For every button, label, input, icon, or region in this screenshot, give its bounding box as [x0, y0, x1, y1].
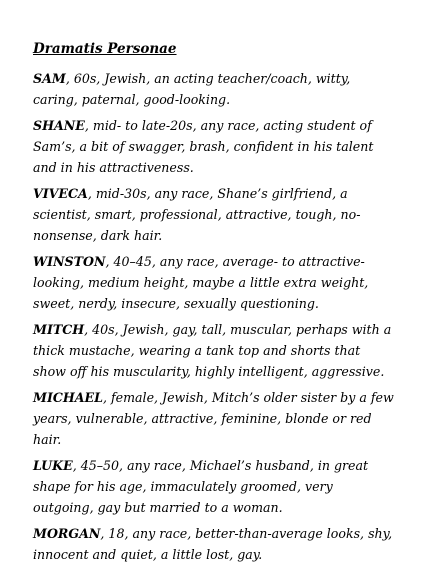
character-description: , female, Jewish, Mitch’s older sister by a few years, vulnerable, attractive, feminine, blonde or red hair. [33, 390, 394, 447]
character-entry-viveca [33, 183, 395, 246]
character-name: SAM [33, 71, 66, 86]
character-entry-morgan [33, 523, 395, 565]
character-entry-shane [33, 115, 395, 178]
character-name: SHANE [33, 118, 85, 133]
character-description: , mid-30s, any race, Shane’s girlfriend, a scientist, smart, professional, attractive, tough, no-nonsense, dark hair. [33, 186, 361, 243]
character-description: , 60s, Jewish, an acting teacher/coach, witty, caring, paternal, good-looking. [33, 71, 351, 107]
character-entry-mitch [33, 319, 395, 382]
character-description: , 40–45, any race, average- to attractive-looking, medium height, maybe a little extra weight, sweet, nerdy, insecure, sexually questioning. [33, 254, 369, 311]
character-name: MORGAN [33, 526, 101, 541]
character-description: , mid- to late-20s, any race, acting student of Sam’s, a bit of swagger, brash, confident in his talent and in his attractiveness. [33, 118, 374, 175]
character-description: , 18, any race, better-than-average looks, shy, innocent and quiet, a little lost, gay. [33, 526, 393, 562]
character-entry-winston [33, 251, 395, 314]
character-entry-sam [33, 68, 395, 110]
character-entry-michael [33, 387, 395, 450]
character-name: LUKE [33, 458, 73, 473]
character-description: , 40s, Jewish, gay, tall, muscular, perhaps with a thick mustache, wearing a tank top and shorts that show off his muscularity, highly intelligent, aggressive. [33, 322, 392, 379]
character-name: WINSTON [33, 254, 106, 269]
document-page [33, 40, 395, 570]
character-name: VIVECA [33, 186, 88, 201]
section-heading: Dramatis Personae [33, 41, 177, 57]
character-name: MITCH [33, 322, 85, 337]
character-entry-luke [33, 455, 395, 518]
character-description: , 45–50, any race, Michael’s husband, in great shape for his age, immaculately groomed, very outgoing, gay but married to a woman. [33, 458, 369, 515]
character-name: MICHAEL [33, 390, 103, 405]
